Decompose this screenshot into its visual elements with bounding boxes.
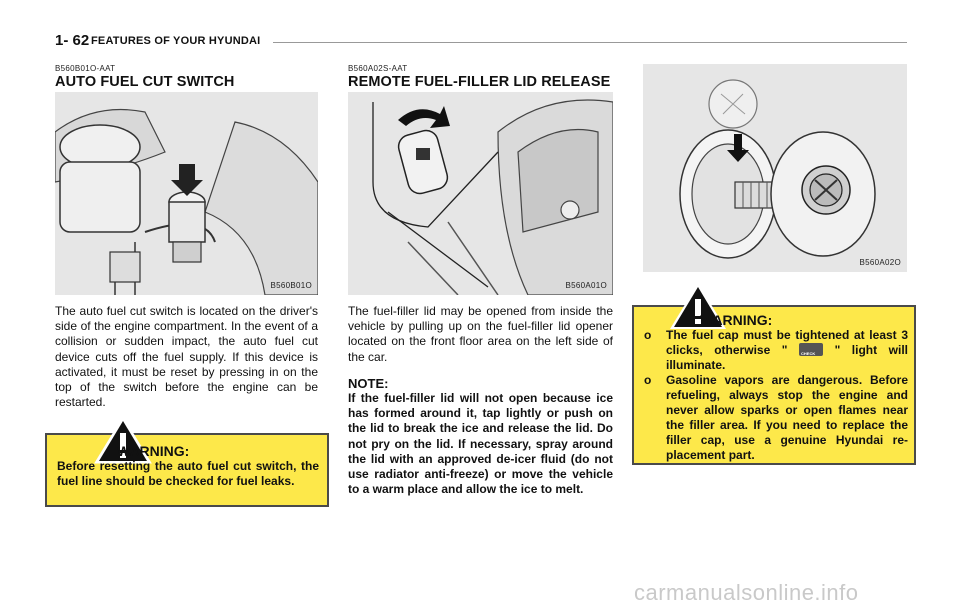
left-figure-label: B560B01O — [270, 281, 312, 290]
warning-item — [644, 373, 908, 463]
chapter-title: FEATURES OF YOUR HYUNDAI — [91, 35, 261, 47]
left-warning-text: Before resetting the auto fuel cut switch, the fuel line should be checked for fuel leaks. — [57, 459, 319, 488]
engine-compartment-illustration — [55, 92, 318, 295]
page-header — [55, 32, 935, 48]
right-warning-list — [644, 328, 908, 463]
warning-item-text-end: " light will illuminate. — [666, 343, 908, 372]
right-figure-label: B560A02O — [859, 258, 901, 267]
note-text: If the fuel-filler lid will not open because ice has formed around it, tap lightly or push on the lid to break the ice and release the lid. Do not pry on the lid. If necessary, spray around the lid with an approved de-icer fluid (do not use radiator anti-freeze) or move the vehicle to a warm place and allow the ice to melt. — [348, 391, 613, 497]
fuel-cap-figure — [643, 64, 907, 272]
middle-figure-label: B560A01O — [565, 281, 607, 290]
left-section-code: B560B01O-AAT — [55, 64, 116, 73]
fuel-cap-illustration — [643, 64, 907, 272]
left-section-title: AUTO FUEL CUT SWITCH — [55, 74, 235, 90]
header-rule — [273, 42, 907, 43]
warning-item — [644, 328, 908, 373]
watermark: carmanualsonline.info — [634, 580, 859, 605]
page-number: 1- 62 — [55, 32, 90, 49]
check-engine-icon-label: CHECK — [801, 351, 816, 356]
warning-bullet: o — [644, 328, 652, 342]
fuel-filler-release-figure — [348, 92, 613, 295]
warning-bullet: o — [644, 373, 652, 387]
fuel-cut-switch-figure — [55, 92, 318, 295]
note-title: NOTE: — [348, 376, 389, 391]
middle-body-text: The fuel-filler lid may be opened from inside the vehicle by pulling up on the fuel-filler lid opener located on the front floor area on the left side of the car. — [348, 304, 613, 364]
warning-item-text-start: The fuel cap must be tightened at least 3 clicks, otherwise " — [666, 328, 908, 357]
check-engine-icon — [799, 343, 823, 356]
left-warning-box — [45, 433, 329, 507]
middle-section-title: REMOTE FUEL-FILLER LID RELEASE — [348, 74, 611, 90]
fuel-lid-release-illustration — [348, 92, 613, 295]
right-warning-box — [632, 305, 916, 465]
middle-section-code: B560A02S-AAT — [348, 64, 408, 73]
warning-item-text: Gasoline vapors are dangerous. Before refueling, always stop the engine and never allow sparks or open flames near the filler area. If you need to replace the filler cap, use a genuine Hyundai re-placement part. — [666, 373, 908, 462]
left-warning-title: WARNING: — [117, 443, 190, 459]
left-body-text: The auto fuel cut switch is located on the driver's side of the engine compartment. In the event of a collision or sudden impact, the auto fuel cut device cuts off the fuel supply. If this device is activated, it must be reset by pressing in on the top of the switch before the engine can be restarted. — [55, 304, 318, 410]
right-warning-title: WARNING: — [700, 312, 773, 328]
